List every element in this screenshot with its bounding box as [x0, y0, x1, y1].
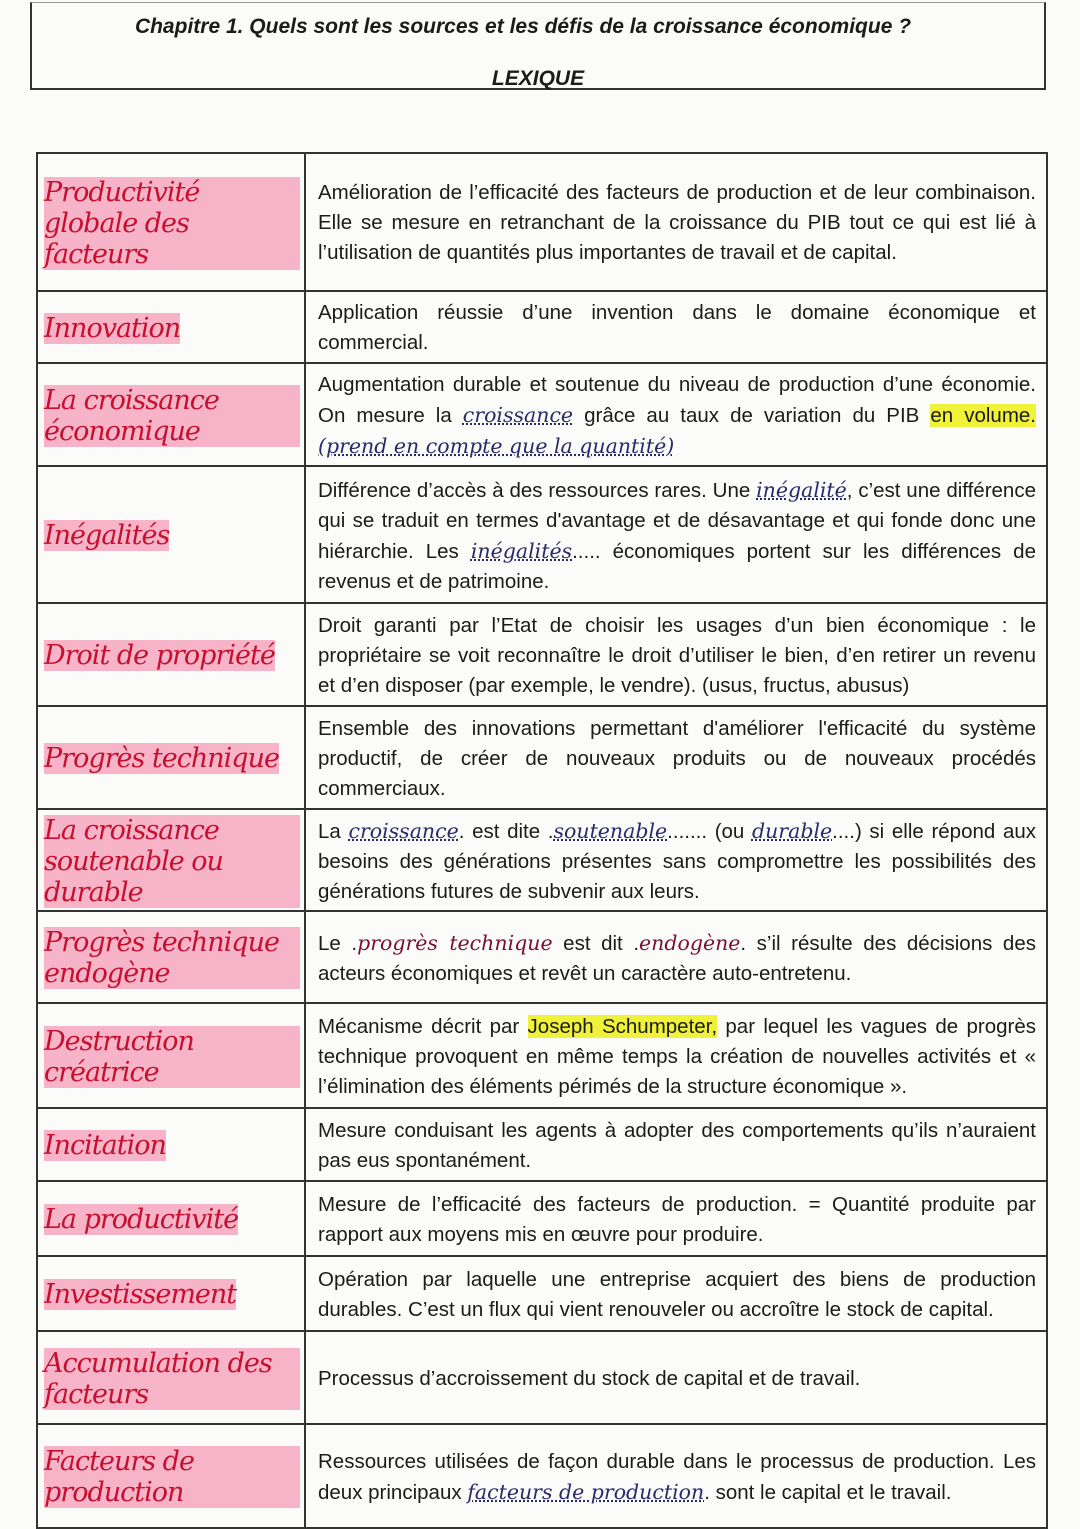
lexicon-row — [36, 1004, 1048, 1109]
lexicon-row — [36, 1425, 1048, 1529]
handwritten-term: Productivité globale des facteurs — [44, 177, 300, 270]
term-cell — [38, 1257, 306, 1330]
handwritten-answer: inégalités — [470, 538, 573, 563]
handwritten-term: La croissance soutenable ou durable — [44, 815, 300, 908]
term-cell — [38, 154, 306, 290]
printed-text: Ensemble des innovations permettant d'améliorer l'efficacité du système productif, de créer de nouveaux produits ou de nouveaux procédés commerciaux. — [318, 716, 1036, 800]
term-cell — [38, 364, 306, 465]
lexicon-row — [36, 1182, 1048, 1257]
definition-cell — [306, 810, 1046, 910]
lexicon-row — [36, 467, 1048, 604]
chapter-title: Chapitre 1. Quels sont les sources et les défis de la croissance économique ? — [134, 15, 912, 38]
highlighted-text: en volume. — [930, 403, 1037, 427]
printed-text: Augmentation durable et soutenue du niveau de production d’une économie. On mesure la — [318, 372, 1036, 427]
definition-cell — [306, 912, 1046, 1002]
lexicon-row — [36, 1332, 1048, 1425]
printed-text: . s’il résulte des décisions des acteurs économiques et revêt un caractère auto-entretenu. — [318, 931, 1036, 985]
handwritten-term: Destruction créatrice — [44, 1026, 300, 1088]
printed-text: . sont le capital et le travail. — [704, 1480, 952, 1504]
handwritten-term: Innovation — [44, 312, 181, 344]
printed-text: Droit garanti par l’Etat de choisir les usages d’un bien économique : le propriétaire se voit reconnaître le droit d’utiliser le bien, d’en retirer un revenu et d’en disposer (par exemple, le vendre). (usus, fructus, abusus) — [318, 613, 1036, 697]
definition-cell — [306, 292, 1046, 362]
printed-text: Amélioration de l’efficacité des facteurs de production et de leur combinaison. Elle se mesure en retranchant de la croissance du PIB tout ce qui est lié à l’utilisation de quantités plus importantes de travail et de capital. — [318, 181, 1036, 264]
handwritten-answer: croissance — [462, 402, 574, 427]
handwritten-answer: croissance — [348, 818, 459, 843]
printed-text: Ressources utilisées de façon durable dans le processus de production. Les deux principaux — [318, 1449, 1036, 1504]
term-cell — [38, 1425, 306, 1527]
definition-cell — [306, 1109, 1046, 1180]
handwritten-term: Investissement — [44, 1279, 237, 1310]
lexicon-table — [36, 152, 1048, 1529]
term-cell — [38, 1332, 306, 1423]
handwritten-term: Droit de propriété — [44, 640, 275, 671]
printed-text: ....... (ou — [667, 819, 752, 843]
lexicon-row — [36, 364, 1048, 467]
printed-text: par lequel les vagues de progrès technique provoquent en même temps la création de nouvelles activités et « l’élimination des éléments périmés de la structure économique ». — [318, 1014, 1036, 1098]
lexicon-row — [36, 912, 1048, 1004]
printed-text: Processus d’accroissement du stock de capital et de travail. — [318, 1366, 861, 1390]
definition-cell — [306, 154, 1046, 290]
handwritten-term: Accumulation des facteurs — [44, 1348, 300, 1410]
printed-text: La — [318, 819, 349, 843]
lexicon-row — [36, 707, 1048, 810]
printed-text: , c’est une différence qui se traduit en termes d'avantage et de désavantage et qui fonde donc une hiérarchie. Les — [318, 478, 1036, 563]
printed-text: Mécanisme décrit par — [318, 1014, 528, 1038]
printed-text: . est dite . — [458, 819, 554, 843]
lexicon-row — [36, 810, 1048, 912]
printed-text: Mesure conduisant les agents à adopter des comportements qu’ils n’auraient pas eus spontanément. — [318, 1118, 1036, 1172]
definition-text — [318, 370, 1036, 462]
definition-cell — [306, 1257, 1046, 1330]
term-cell — [38, 810, 306, 910]
definition-text — [318, 1116, 1036, 1176]
lexicon-row — [36, 154, 1048, 292]
definition-text — [318, 816, 1036, 907]
highlighted-text: Joseph Schumpeter, — [527, 1014, 718, 1038]
definition-cell — [306, 604, 1046, 705]
lexicon-row — [36, 1109, 1048, 1182]
handwritten-answer: soutenable — [553, 818, 668, 843]
definition-text — [318, 178, 1036, 268]
definition-cell — [306, 1004, 1046, 1107]
handwritten-term: Progrès technique endogène — [44, 927, 300, 989]
lexicon-row — [36, 1257, 1048, 1332]
term-cell — [38, 707, 306, 808]
definition-text — [318, 1265, 1036, 1325]
lexicon-row — [36, 604, 1048, 707]
term-cell — [38, 1182, 306, 1255]
definition-cell — [306, 467, 1046, 602]
definition-text — [318, 611, 1036, 701]
handwritten-answer: progrès technique — [357, 930, 553, 955]
handwritten-term: La productivité — [44, 1204, 239, 1235]
term-cell — [38, 912, 306, 1002]
definition-text — [318, 928, 1036, 989]
definition-text — [318, 298, 1036, 358]
term-cell — [38, 467, 306, 602]
printed-text: ..... économiques portent sur les différences de revenus et de patrimoine. — [318, 539, 1036, 593]
printed-text: Différence d’accès à des ressources rares. Une — [318, 478, 757, 502]
definition-text — [318, 1447, 1036, 1508]
definition-cell — [306, 1182, 1046, 1255]
handwritten-term: Progrès technique — [44, 743, 279, 774]
term-cell — [38, 1109, 306, 1180]
handwritten-term: Facteurs de production — [44, 1446, 300, 1508]
definition-text — [318, 1364, 860, 1394]
definition-text — [318, 1190, 1036, 1250]
definition-cell — [306, 707, 1046, 808]
definition-cell — [306, 364, 1046, 465]
handwritten-term: Inégalités — [44, 520, 170, 551]
handwritten-answer: (prend en compte que la quantité) — [318, 433, 675, 458]
handwritten-answer: durable — [751, 818, 833, 843]
handwritten-answer: facteurs de production — [467, 1479, 705, 1504]
section-title: LEXIQUE — [491, 67, 585, 90]
definition-text — [318, 475, 1036, 597]
printed-text: Opération par laquelle une entreprise acquiert des biens de production durables. C’est un flux qui vient renouveler ou accroître le stock de capital. — [318, 1267, 1036, 1321]
printed-text: Mesure de l’efficacité des facteurs de production. = Quantité produite par rapport aux moyens mis en œuvre pour produire. — [318, 1192, 1036, 1246]
definition-cell — [306, 1425, 1046, 1527]
printed-text: est dit . — [552, 931, 640, 955]
handwritten-answer: inégalité — [756, 477, 847, 502]
definition-cell — [306, 1332, 1046, 1423]
printed-text: grâce au taux de variation du PIB — [573, 403, 931, 427]
definition-text — [318, 1012, 1036, 1102]
handwritten-term: Incitation — [44, 1130, 166, 1161]
printed-text: ....) si elle répond aux besoins des générations présentes sans compromettre les possibilités des générations futures de subvenir aux leurs. — [318, 819, 1036, 903]
handwritten-term: La croissance économique — [44, 385, 300, 447]
term-cell — [38, 292, 306, 362]
term-cell — [38, 604, 306, 705]
chapter-header — [30, 2, 1046, 90]
handwritten-answer: endogène — [639, 930, 741, 955]
term-cell — [38, 1004, 306, 1107]
lexicon-row — [36, 292, 1048, 364]
printed-text: Application réussie d’une invention dans le domaine économique et commercial. — [318, 301, 1036, 354]
printed-text: Le . — [318, 931, 358, 955]
definition-text — [318, 714, 1036, 804]
